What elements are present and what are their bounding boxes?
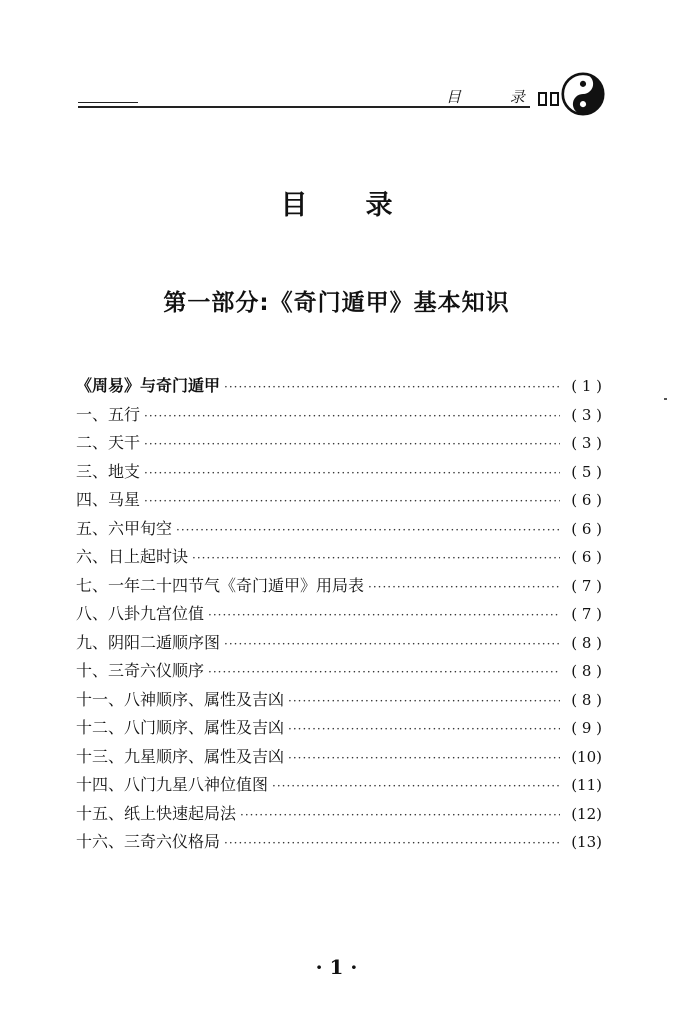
toc-entry[interactable]: [76, 714, 602, 743]
toc-leader-dots: [272, 772, 560, 801]
toc-entry-page: ( 7 ): [571, 576, 602, 595]
toc-entry[interactable]: [76, 743, 602, 772]
toc-entry-page: ( 6 ): [571, 519, 602, 538]
toc-leader-dots: [208, 658, 560, 687]
toc-entry-page: (13): [571, 833, 602, 851]
toc-entry-page: ( 6 ): [571, 548, 602, 566]
toc-entry-page: ( 6 ): [571, 491, 602, 509]
header-box-1: [538, 92, 547, 106]
toc-leader-dots: [288, 744, 560, 773]
toc-entry-title: 六、日上起时诀: [76, 547, 189, 566]
toc-entry-page: (12): [571, 804, 602, 823]
toc-leader-dots: [288, 715, 560, 744]
toc-entry-title: 十六、三奇六仪格局: [76, 832, 221, 851]
toc-entry-title: 三、地支: [76, 461, 141, 481]
toc-entry[interactable]: [76, 458, 602, 487]
toc-entry-title: 九、阴阳二遁顺序图: [76, 632, 221, 652]
toc-entry-title: 十二、八门顺序、属性及吉凶: [76, 718, 285, 737]
toc-leader-dots: [224, 829, 560, 858]
page-title: 目录: [280, 190, 451, 221]
yin-yang-icon: [561, 72, 605, 116]
toc-entry-title: 《周易》与奇门遁甲: [76, 376, 221, 395]
toc-entry[interactable]: [76, 600, 602, 629]
toc-leader-dots: [224, 373, 560, 402]
toc-entry-page: ( 5 ): [571, 462, 602, 481]
toc-entry-title: 五、六甲旬空: [76, 518, 173, 538]
toc-leader-dots: [288, 687, 560, 716]
toc-entry-page: ( 3 ): [571, 405, 602, 424]
header-box-2: [550, 92, 559, 106]
toc-entry[interactable]: [76, 629, 602, 658]
toc-leader-dots: [192, 544, 560, 573]
toc-entry[interactable]: [76, 771, 602, 800]
toc-entry[interactable]: [76, 372, 602, 401]
toc-entry-page: ( 3 ): [571, 434, 602, 452]
toc-entry-page: ( 8 ): [571, 662, 602, 680]
toc-entry-title: 十一、八神顺序、属性及吉凶: [76, 689, 285, 709]
page-number: · 1 ·: [315, 955, 358, 979]
toc-entry[interactable]: [76, 572, 602, 601]
toc-leader-dots: [208, 601, 560, 630]
toc-leader-dots: [176, 516, 560, 545]
toc-entry-page: (11): [571, 776, 602, 794]
toc-entry-title: 七、一年二十四节气《奇门遁甲》用局表: [76, 575, 365, 595]
toc-entry-page: ( 8 ): [571, 690, 602, 709]
toc-leader-dots: [144, 487, 560, 516]
toc-entry-title: 二、天干: [76, 433, 141, 452]
toc-entry[interactable]: [76, 515, 602, 544]
toc-entry-title: 十五、纸上快速起局法: [76, 803, 237, 823]
header-box-ornament: [538, 92, 559, 106]
toc-leader-dots: [224, 630, 560, 659]
toc-entry[interactable]: [76, 657, 602, 686]
toc-leader-dots: [368, 573, 560, 602]
toc-entry-page: ( 9 ): [571, 719, 602, 737]
table-of-contents: [76, 372, 602, 857]
toc-entry-title: 十、三奇六仪顺序: [76, 661, 205, 680]
toc-entry[interactable]: [76, 800, 602, 829]
toc-entry[interactable]: [76, 543, 602, 572]
toc-entry-title: 十四、八门九星八神位值图: [76, 775, 269, 794]
toc-leader-dots: [240, 801, 560, 830]
toc-entry-page: ( 1 ): [571, 377, 602, 395]
part-title: 第一部分:《奇门遁甲》基本知识: [163, 290, 510, 316]
toc-entry-title: 一、五行: [76, 404, 141, 424]
toc-entry-page: (10): [571, 747, 602, 766]
toc-entry-page: ( 8 ): [571, 633, 602, 652]
running-title: 目 录: [446, 88, 547, 106]
toc-entry-title: 四、马星: [76, 490, 141, 509]
toc-leader-dots: [144, 459, 560, 488]
toc-entry[interactable]: [76, 828, 602, 857]
scan-speck: [664, 398, 667, 400]
toc-entry[interactable]: [76, 429, 602, 458]
toc-leader-dots: [144, 402, 560, 431]
toc-entry-title: 十三、九星顺序、属性及吉凶: [76, 746, 285, 766]
toc-entry[interactable]: [76, 486, 602, 515]
toc-leader-dots: [144, 430, 560, 459]
toc-entry[interactable]: [76, 401, 602, 430]
toc-entry-page: ( 7 ): [571, 605, 602, 623]
toc-entry-title: 八、八卦九宫位值: [76, 604, 205, 623]
header-rule-short: [78, 102, 138, 103]
toc-entry[interactable]: [76, 686, 602, 715]
